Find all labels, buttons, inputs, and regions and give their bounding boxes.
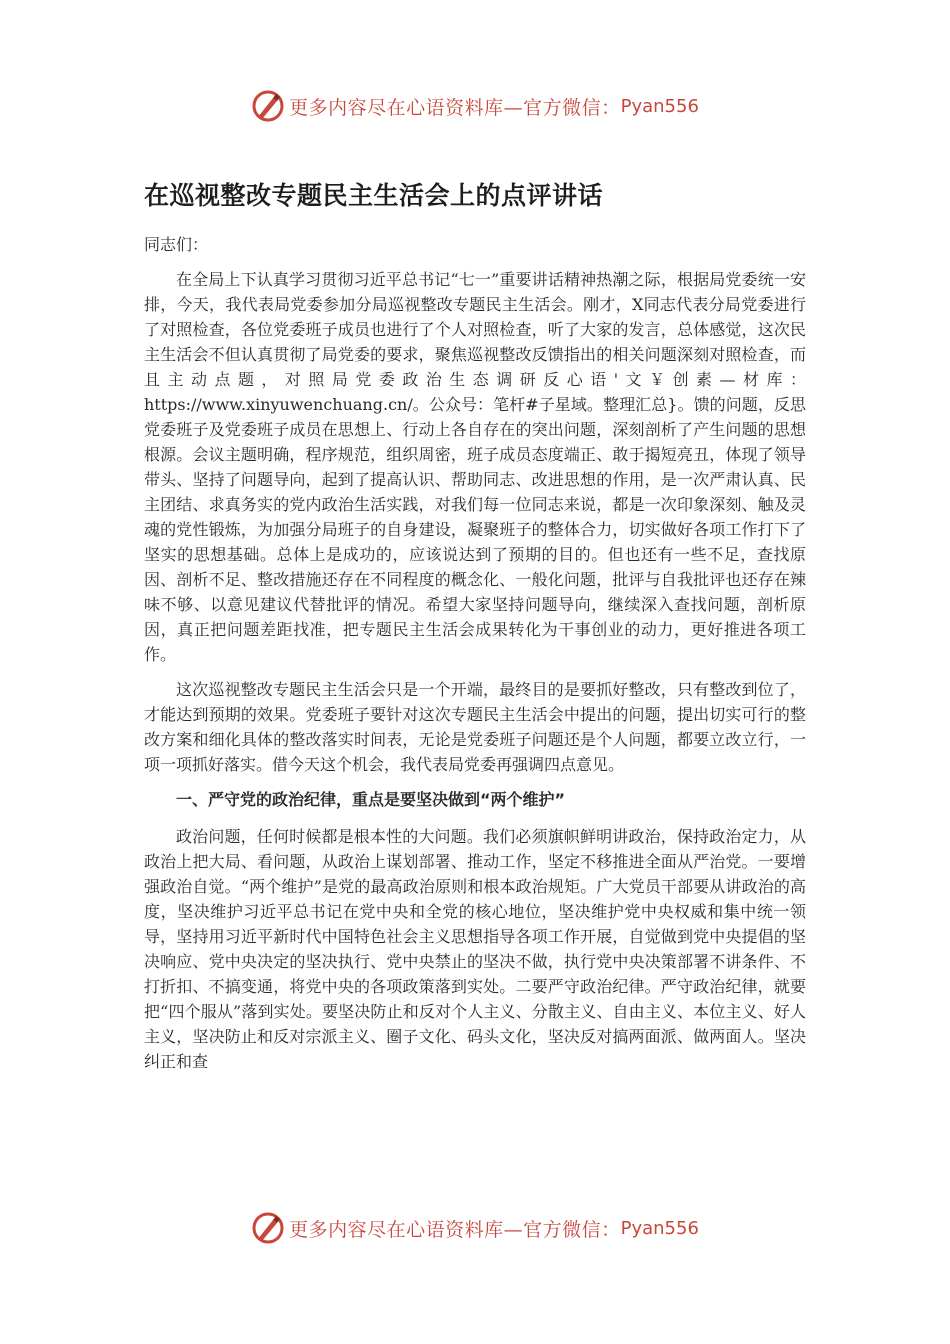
paragraph-2: 这次巡视整改专题民主生活会只是一个开端，最终目的是要抓好整改，只有整改到位了，才能达到预期的效果。党委班子要针对这次专题民主生活会中提出的问题，提出切实可行的整改方案和细化具体的整改落实时间表，无论是党委班子问题还是个人问题，都要立改立行，一项一项抓好落实。借今天这个机会，我代表局党委再强调四点意见。 bbox=[144, 680, 806, 774]
pen-circle-logo-icon bbox=[251, 89, 285, 123]
document-title: 在巡视整改专题民主生活会上的点评讲话 bbox=[144, 181, 604, 210]
document-body bbox=[144, 176, 806, 1084]
banner-text: 更多内容尽在心语资料库—官方微信： bbox=[289, 96, 621, 119]
greeting: 同志们： bbox=[144, 235, 209, 254]
banner-wechat-id: Pyan556 bbox=[620, 95, 699, 117]
banner-wechat-id: Pyan556 bbox=[620, 1217, 699, 1239]
pen-circle-logo-icon bbox=[251, 1211, 285, 1245]
banner-text: 更多内容尽在心语资料库—官方微信： bbox=[289, 1218, 621, 1241]
footer-banner bbox=[0, 1206, 950, 1250]
header-banner bbox=[0, 84, 950, 128]
section-1-paragraph: 政治问题，任何时候都是根本性的大问题。我们必须旗帜鲜明讲政治，保持政治定力，从政治上把大局、看问题，从政治上谋划部署、推动工作，坚定不移推进全面从严治党。一要增强政治自觉。“两个维护”是党的最高政治原则和根本政治规矩。广大党员干部要从讲政治的高度，坚决维护习近平总书记在党中央和全党的核心地位，坚决维护党中央权威和集中统一领导，坚持用习近平新时代中国特色社会主义思想指导各项工作开展，自觉做到党中央提倡的坚决响应、党中央决定的坚决执行、党中央禁止的坚决不做，执行党中央决策部署不讲条件、不打折扣、不搞变通，将党中央的各项政策落到实处。二要严守政治纪律。严守政治纪律，就要把“四个服从”落到实处。要坚决防止和反对个人主义、分散主义、自由主义、本位主义、好人主义，坚决防止和反对宗派主义、圈子文化、码头文化，坚决反对搞两面派、做两面人。坚决纠正和查 bbox=[144, 827, 806, 1071]
paragraph-1: 在全局上下认真学习贯彻习近平总书记“七一”重要讲话精神热潮之际，根据局党委统一安排，今天，我代表局党委参加分局巡视整改专题民主生活会。刚才，X同志代表分局党委进行了对照检查，各位党委班子成员也进行了个人对照检查，听了大家的发言，总体感觉，这次民主生活会不但认真贯彻了局党委的要求，聚焦巡视整改反馈指出的相关问题深刻对照检查，而且主动点题，对照局党委政治生态调研反心语'文￥创素—材库：https://www.xinyuwenchuang.cn/。公众号：笔杆#子星域。整理汇总}。馈的问题，反思党委班子及党委班子成员在思想上、行动上各自存在的突出问题，深刻剖析了产生问题的思想根源。会议主题明确，程序规范，组织周密，班子成员态度端正、敢于揭短亮丑，体现了领导带头、坚持了问题导向，起到了提高认识、帮助同志、改进思想的作用，是一次严肃认真、民主团结、求真务实的党内政治生活实践，对我们每一位同志来说，都是一次印象深刻、触及灵魂的党性锻炼，为加强分局班子的自身建设，凝聚班子的整体合力，切实做好各项工作打下了坚实的思想基础。总体上是成功的，应该说达到了预期的目的。但也还有一些不足，查找原因、剖析不足、整改措施还存在不同程度的概念化、一般化问题，批评与自我批评也还存在辣味不够、以意见建议代替批评的情况。希望大家坚持问题导向，继续深入查找问题，剖析原因，真正把问题差距找准，把专题民主生活会成果转化为干事创业的动力，更好推进各项工作。 bbox=[144, 270, 806, 664]
section-heading-1: 一、严守党的政治纪律，重点是要坚决做到“两个维护” bbox=[176, 790, 566, 809]
